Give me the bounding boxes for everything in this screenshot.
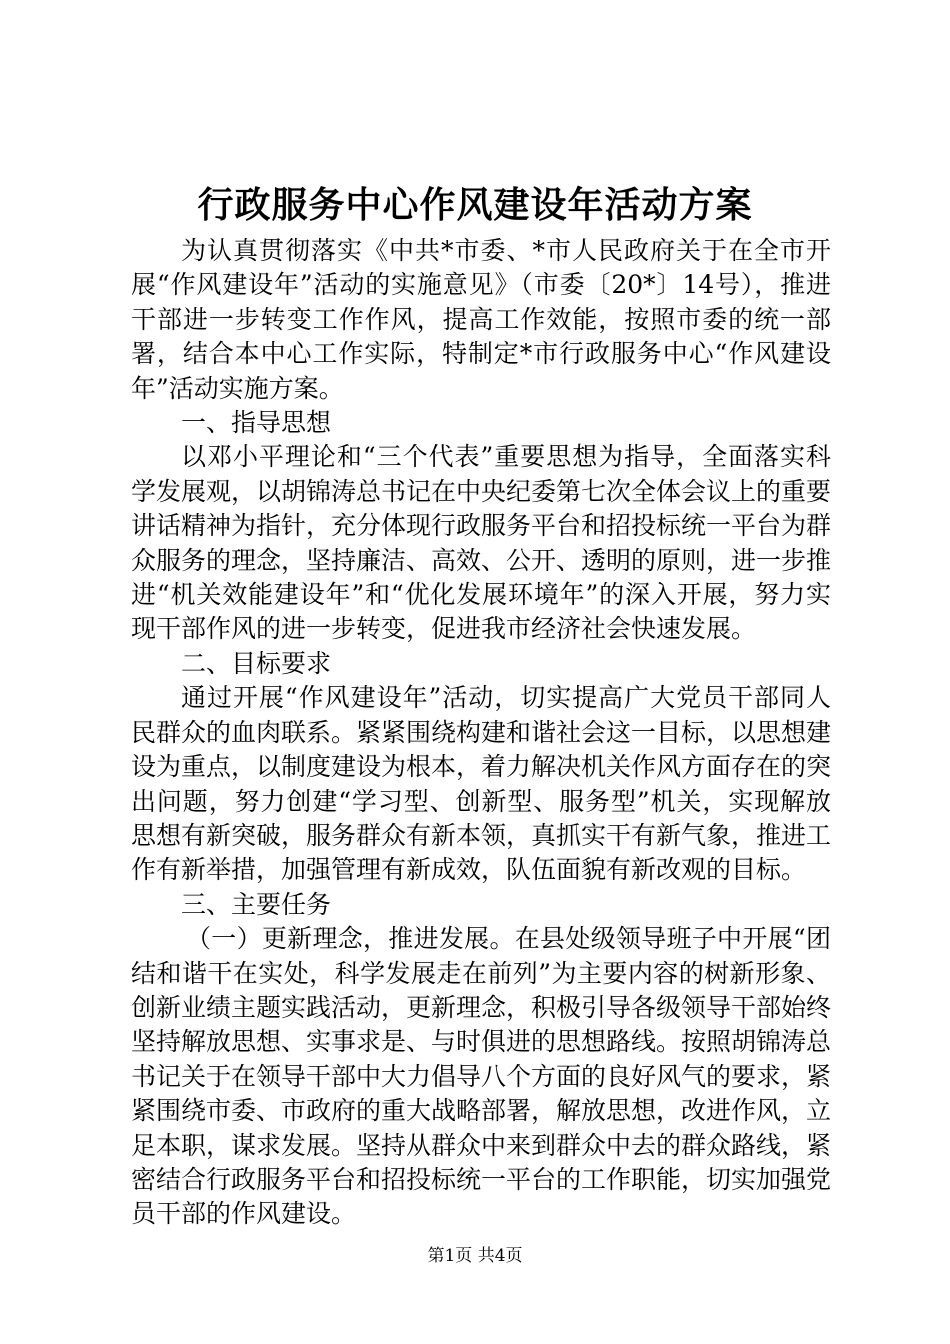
document-title: 行政服务中心作风建设年活动方案: [197, 184, 753, 226]
goals-paragraph: 通过开展“作风建设年”活动，切实提高广大党员干部同人民群众的血肉联系。紧紧围绕构建和谐社会这一目标，以思想建设为重点，以制度建设为根本，着力解决机关作风方面存在的突出问题，努力创建“学习型、创新型、服务型”机关，实现解放思想有新突破，服务群众有新本领，真抓实干有新气象，推进工作有新举措，加强管理有新成效，队伍面貌有新改观的目标。: [131, 683, 832, 885]
section-heading-guiding-ideology: 一、指导思想: [181, 408, 332, 438]
guiding-ideology-paragraph: 以邓小平理论和“三个代表”重要思想为指导，全面落实科学发展观，以胡锦涛总书记在中央纪委第七次全体会议上的重要讲话精神为指针，充分体现行政服务平台和招投标统一平台为群众服务的理念，坚持廉洁、高效、公开、透明的原则，进一步推进“机关效能建设年”和“优化发展环境年”的深入开展，努力实现干部作风的进一步转变，促进我市经济社会快速发展。: [131, 442, 832, 644]
intro-paragraph: 为认真贯彻落实《中共*市委、*市人民政府关于在全市开展“作风建设年”活动的实施意见》（市委〔20*〕14号），推进干部进一步转变工作作风，提高工作效能，按照市委的统一部署，结合本中心工作实际，特制定*市行政服务中心“作风建设年”活动实施方案。: [131, 236, 831, 403]
section-heading-main-tasks: 三、主要任务: [181, 889, 332, 919]
page-number: 第1页 共4页: [427, 1246, 523, 1266]
main-task-1-paragraph: （一）更新理念，推进发展。在县处级领导班子中开展“团结和谐干在实处，科学发展走在前列”为主要内容的树新形象、创新业绩主题实践活动，更新理念，积极引导各级领导干部始终坚持解放思想、实事求是、与时俱进的思想路线。按照胡锦涛总书记关于在领导干部中大力倡导八个方面的良好风气的要求，紧紧围绕市委、市政府的重大战略部署，解放思想，改进作风，立足本职，谋求发展。坚持从群众中来到群众中去的群众路线，紧密结合行政服务平台和招投标统一平台的工作职能，切实加强党员干部的作风建设。: [131, 924, 832, 1229]
section-heading-goals: 二、目标要求: [181, 648, 332, 678]
document-body: [131, 234, 831, 1232]
